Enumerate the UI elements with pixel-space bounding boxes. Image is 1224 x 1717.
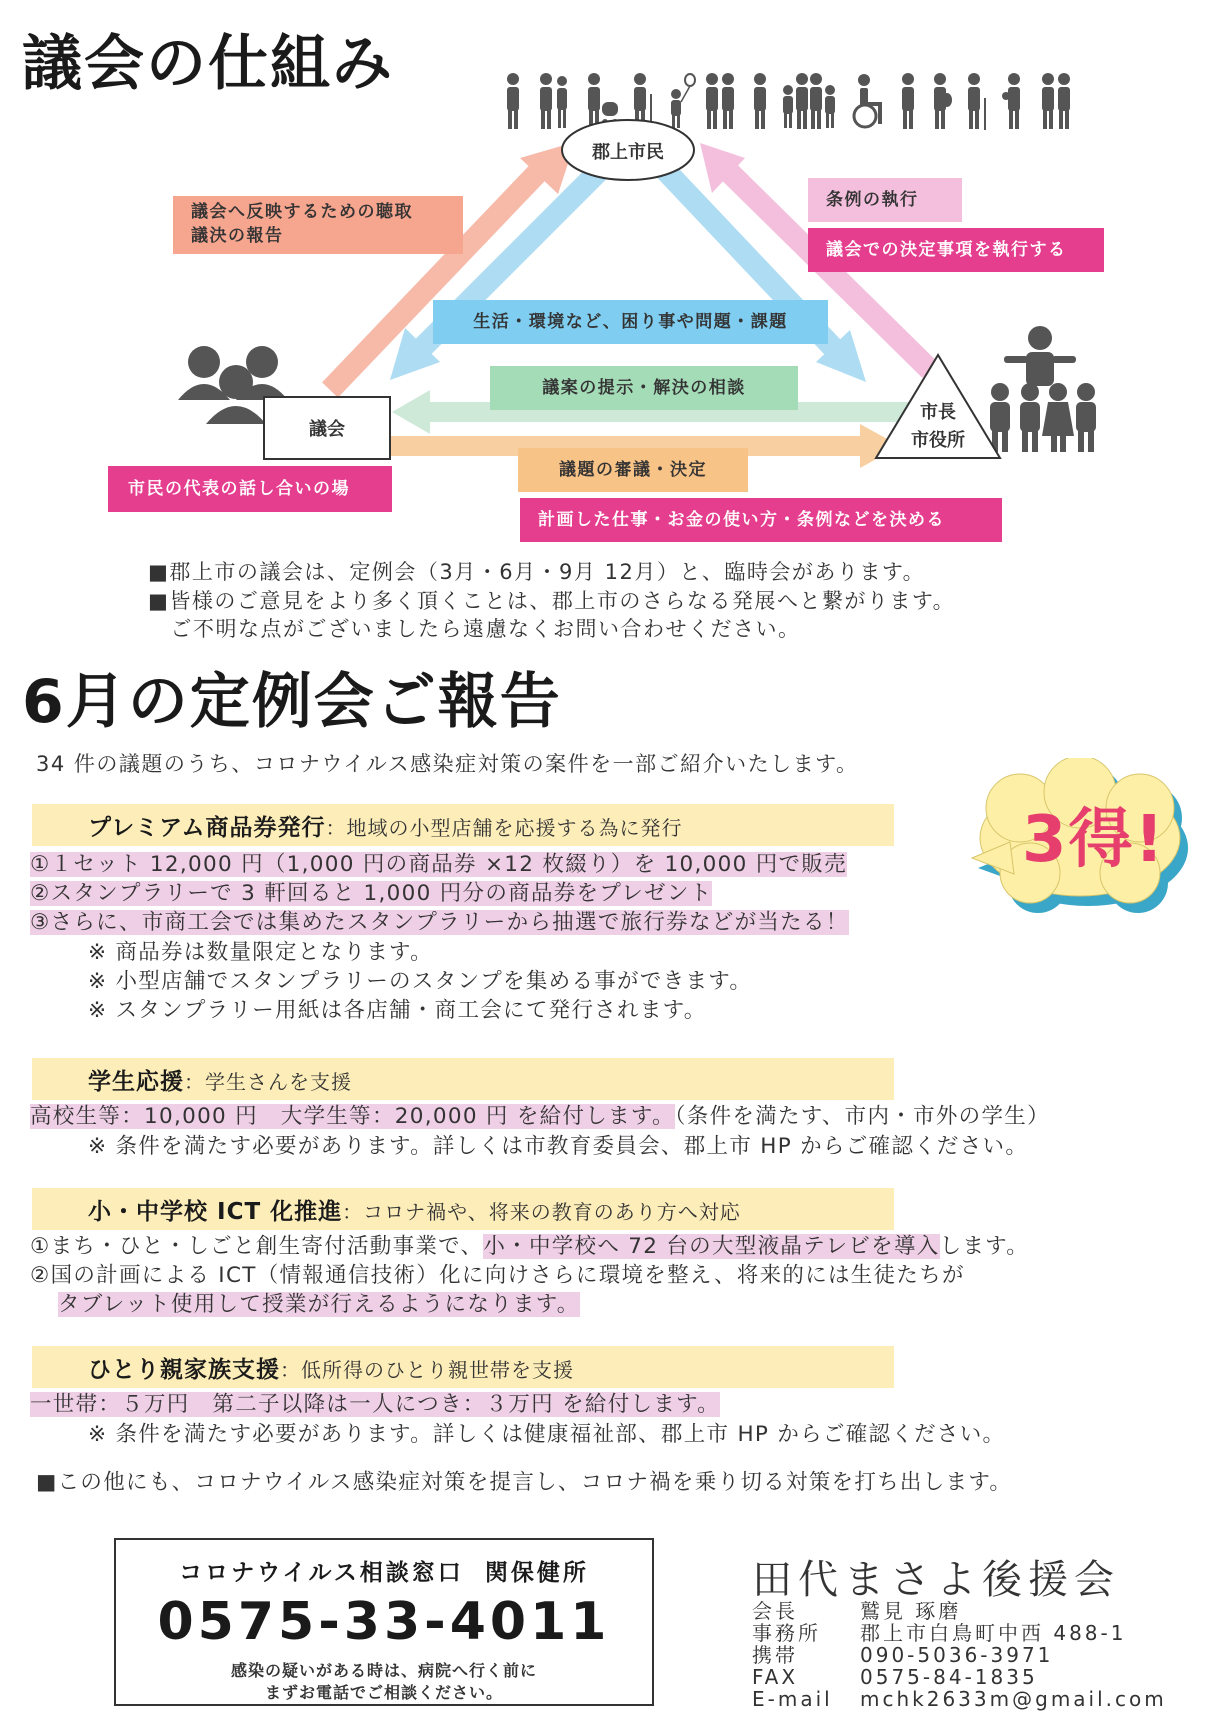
support-key: 事務所 xyxy=(752,1621,821,1645)
section-single-parent-header xyxy=(32,1346,894,1388)
premium-note-3: ※ スタンプラリー用紙は各店舗・商工会にて発行されます。 xyxy=(88,998,707,1023)
single-parent-line-1-hl: 一世帯：５万円 第二子以降は一人につき：３万円 を給付します。 xyxy=(30,1392,720,1417)
student-note: ※ 条件を満たす必要があります。詳しくは市教育委員会、郡上市 HP からご確認ください。 xyxy=(88,1134,1029,1159)
consult-phone: 0575-33-4011 xyxy=(157,1592,611,1652)
support-key: 会長 xyxy=(752,1599,798,1623)
support-value: 鷲見 琢磨 xyxy=(860,1599,962,1623)
student-line-1 xyxy=(30,1102,1050,1131)
page-title: 議会の仕組み xyxy=(22,29,394,99)
support-key: E-mail xyxy=(752,1687,833,1711)
premium-item-1-text: ①１セット 12,000 円（1,000 円の商品券 ×12 枚綴り）を 10,000 円で販売 xyxy=(30,852,847,877)
section-premium-heading xyxy=(88,809,682,842)
label-ordinance: 条例の執行 xyxy=(808,178,962,222)
premium-note-1: ※ 商品券は数量限定となります。 xyxy=(88,940,433,965)
support-row-mobile xyxy=(752,1644,1167,1666)
section-single-parent-heading xyxy=(88,1351,574,1384)
label-life-issues: 生活・環境など、困り事や問題・課題 xyxy=(433,300,828,344)
premium-item-1 xyxy=(30,850,847,879)
section-premium-header xyxy=(32,804,894,846)
report-title: 6月の定例会ご報告 xyxy=(22,667,562,737)
consult-box xyxy=(114,1538,654,1706)
premium-item-2-text: ②スタンプラリーで 3 軒回ると 1,000 円分の商品券をプレゼント xyxy=(30,881,713,906)
support-key: 携帯 xyxy=(752,1643,798,1667)
consult-heading xyxy=(116,1554,652,1587)
ict-item-2-cont xyxy=(58,1290,580,1319)
premium-item-3-text: ③さらに、市商工会では集めたスタンプラリーから抽選で旅行券などが当たる！ xyxy=(30,910,849,935)
label-execute: 議会での決定事項を執行する xyxy=(808,228,1104,272)
section-ict-sub: ：コロナ禍や、将来の教育のあり方へ対応 xyxy=(342,1200,741,1224)
label-proposal: 議案の提示・解決の相談 xyxy=(490,366,798,410)
ict-item-2-hl: タブレット使用して授業が行えるようになります。 xyxy=(58,1292,580,1317)
label-hearing-line-2: 議決の報告 xyxy=(191,226,284,246)
support-key: FAX xyxy=(752,1665,799,1689)
badge-text: 3得! xyxy=(1022,803,1166,877)
student-line-1-hl: 高校生等：10,000 円 大学生等：20,000 円 を給付します。 xyxy=(30,1104,675,1129)
note-line-1: ■郡上市の議会は、定例会（3月・6月・9月 12月）と、臨時会があります。 xyxy=(148,560,926,584)
council-node-label: 議会 xyxy=(309,419,345,440)
premium-item-3 xyxy=(30,908,849,937)
section-premium-sub: ：地域の小型店舗を応援する為に発行 xyxy=(325,816,683,840)
section-single-parent-sub: ：低所得のひとり親世帯を支援 xyxy=(280,1358,574,1382)
section-student-header xyxy=(32,1058,894,1100)
single-parent-note: ※ 条件を満たす必要があります。詳しくは健康福祉部、郡上市 HP からご確認ください。 xyxy=(88,1422,1006,1447)
section-ict-title: 小・中学校 ICT 化推進 xyxy=(88,1199,343,1225)
section-student-title: 学生応援 xyxy=(88,1069,184,1095)
section-ict-heading xyxy=(88,1193,741,1226)
ict-item-1-b: します。 xyxy=(939,1234,1030,1259)
city-hall-people-icon xyxy=(990,326,1096,452)
ict-item-1 xyxy=(30,1232,1029,1261)
support-email-link[interactable]: mchk2633m@gmail.com xyxy=(860,1687,1167,1711)
support-row-fax xyxy=(752,1666,1167,1688)
section-student-sub: ：学生さんを支援 xyxy=(184,1070,352,1094)
arrow-head xyxy=(392,390,430,434)
consult-note-1: 感染の疑いがある時は、病院へ行く前に xyxy=(230,1661,537,1680)
support-name: 田代まさよ後援会 xyxy=(752,1557,1120,1603)
ict-item-1-hl: 小・中学校へ 72 台の大型液晶テレビを導入 xyxy=(483,1234,940,1259)
support-row-president xyxy=(752,1600,1167,1622)
label-deliberation: 議題の審議・決定 xyxy=(518,448,748,492)
section-single-parent-title: ひとり親家族支援 xyxy=(88,1357,280,1383)
support-contacts xyxy=(752,1600,1167,1710)
mayor-node-label-2: 市役所 xyxy=(911,430,965,451)
premium-note-2: ※ 小型店舗でスタンプラリーのスタンプを集める事ができます。 xyxy=(88,969,753,994)
report-intro: 34 件の議題のうち、コロナウイルス感染症対策の案件を一部ご紹介いたします。 xyxy=(36,752,859,776)
citizens-node-label: 郡上市民 xyxy=(592,142,664,163)
ict-item-2: ②国の計画による ICT（情報通信技術）化に向けさらに環境を整え、将来的には生徒たちが xyxy=(30,1263,965,1288)
label-representative: 市民の代表の話し合いの場 xyxy=(108,466,392,512)
section-ict-header xyxy=(32,1188,894,1230)
premium-item-2 xyxy=(30,879,712,908)
support-row-office xyxy=(752,1622,1167,1644)
note-line-2: ■皆様のご意見をより多く頂くことは、郡上市のさらなる発展へと繋がります。 xyxy=(148,589,956,613)
ict-item-1-a: ①まち・ひと・しごと創生寄付活動事業で、 xyxy=(30,1234,484,1259)
support-value: 0575-84-1835 xyxy=(860,1665,1038,1689)
mayor-node-label-1: 市長 xyxy=(920,402,956,423)
label-plan: 計画した仕事・お金の使い方・条例などを決める xyxy=(520,498,1002,542)
consult-note-2: まずお電話でご相談ください。 xyxy=(264,1683,503,1702)
section-student-heading xyxy=(88,1063,352,1096)
section-premium-title: プレミアム商品券発行 xyxy=(88,815,326,841)
label-hearing xyxy=(173,196,463,254)
support-value: 郡上市白鳥町中西 488-1 xyxy=(860,1621,1127,1645)
support-row-email[interactable] xyxy=(752,1688,1167,1710)
single-parent-line-1 xyxy=(30,1390,720,1419)
consult-title: コロナウイルス相談窓口 xyxy=(179,1560,464,1586)
support-value: 090-5036-3971 xyxy=(860,1643,1054,1667)
student-line-1-rest: （条件を満たす、市内・市外の学生） xyxy=(674,1104,1050,1129)
consult-org: 関保健所 xyxy=(484,1560,589,1586)
note-line-3: ご不明な点がございましたら遠慮なくお問い合わせください。 xyxy=(148,617,801,641)
label-hearing-line-1: 議会へ反映するための聴取 xyxy=(191,202,413,222)
report-closing: ■この他にも、コロナウイルス感染症対策を提言し、コロナ禍を乗り切る対策を打ち出します。 xyxy=(36,1470,1013,1495)
